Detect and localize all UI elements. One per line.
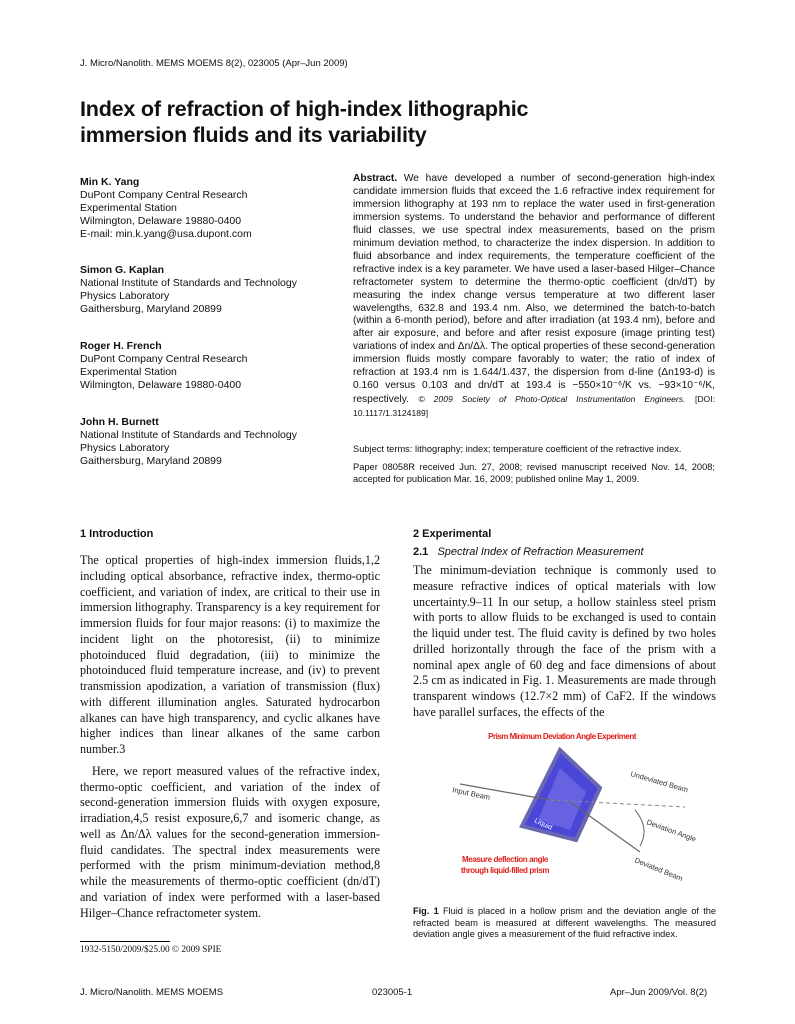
figure-caption-text: Fluid is placed in a hollow prism and the deviation angle of the refracted beam is measured at different wavelengths. The measured deviation angle gives a measurement of the fluid refractive index.: [413, 906, 716, 939]
author-name: John H. Burnett: [80, 416, 159, 428]
intro-paragraph-1: The optical properties of high-index immersion fluids,1,2 including optical absorbance, refractive index, thermo-optic coefficient, and variation of index, are critical to their use in immersion lithography. Transparency is a key requirement for immersion fluids for four major reasons: (i) to maximize the incident light on the photoresist, (ii) to minimize photoinduced fluid degradation, (iii) to minimize the photoinduced fluid temperature increase, and (iv) to prevent transmission apodization, a variation of transmission (flux) with different illumination angles. Saturated hydrocarbon alkanes can have high transparency, and cyclic alkanes have higher indices than linear alkanes of the same carbon number.3: [80, 553, 380, 756]
deviation-arc: [635, 810, 644, 846]
subject-terms: Subject terms: lithography; index; temperature coefficient of the refractive index.: [353, 444, 682, 454]
abstract-label: Abstract.: [353, 173, 398, 184]
abstract-doi[interactable]: [DOI: 10.1117/1.3124189]: [353, 394, 715, 419]
footer-journal: J. Micro/Nanolith. MEMS MOEMS: [80, 987, 224, 998]
author-block-2: [80, 264, 340, 316]
affiliation-line: National Institute of Standards and Technology: [80, 429, 297, 441]
experimental-body: [413, 563, 716, 721]
author-name: Min K. Yang: [80, 176, 140, 188]
affiliation-line: Wilmington, Delaware 19880-0400: [80, 379, 242, 391]
affiliation-line: Experimental Station: [80, 366, 177, 378]
abstract: [353, 173, 715, 421]
footer-volume: Apr–Jun 2009/Vol. 8(2): [610, 987, 708, 998]
subsection-title: Spectral Index of Refraction Measurement: [437, 546, 644, 558]
intro-paragraph-2: Here, we report measured values of the refractive index, thermo-optic coefficient, and variation of the index of second-generation immersion fluids with oxygen exposure, irradiation,4,5 resist exposure,6,7 and isomeric change, as well as Δn/Δλ values for the second-generation immersion-fluid candidates. The spectral index measurements were performed with the prism minimum-deviation method,8 while the measurements of thermo-optic coefficient (dn/dT) and variation of index were performed with a laser-based Hilger–Chance refractometer system.: [80, 763, 380, 920]
subsection-number: 2.1: [413, 546, 429, 558]
abstract-copyright: © 2009 Society of Photo-Optical Instrumentation Engineers.: [418, 394, 686, 405]
experimental-paragraph-1: The minimum-deviation technique is commonly used to measure refractive indices of optical materials with low uncertainty.9–11 In our setup, a hollow stainless steel prism with ports to allow fluids to be exchanged is used to contain the liquid under test. The fluid cavity is defined by two holes drilled horizontally through the face of the prism with a nominal apex angle of 60 deg and face dimensions of about 2.5 cm as indicated in Fig. 1. Measurements are made through transparent windows (12.7×2 mm) of CaF2. If the windows have parallel surfaces, the effects of the: [413, 563, 716, 719]
footer-page-number: 023005-1: [372, 987, 413, 998]
author-name: Simon G. Kaplan: [80, 264, 165, 276]
section-heading-experimental: 2 Experimental: [413, 528, 492, 540]
affiliation-line: Physics Laboratory: [80, 290, 170, 302]
footnote: 1932-5150/2009/$25.00 © 2009 SPIE: [80, 945, 222, 955]
author-email[interactable]: E-mail: min.k.yang@usa.dupont.com: [80, 228, 252, 240]
intro-body: [80, 553, 380, 921]
input-beam-label: Input Beam: [451, 785, 491, 802]
affiliation-line: Gaithersburg, Maryland 20899: [80, 455, 222, 467]
paper-title: Index of refraction of high-index lithographic immersion fluids and its variability: [80, 97, 529, 147]
deviation-angle-label: Deviation Angle: [645, 817, 698, 844]
footnote-rule: [80, 941, 170, 942]
measure-deflection-label: Measure deflection angle through liquid-filled prism: [460, 855, 550, 875]
undeviated-beam-label: Undeviated Beam: [629, 769, 690, 795]
affiliation-line: Experimental Station: [80, 202, 177, 214]
deviated-beam-label: Deviated Beam: [633, 855, 685, 884]
affiliation-line: DuPont Company Central Research: [80, 189, 248, 201]
figure-1: [450, 728, 698, 898]
author-block-3: [80, 340, 340, 392]
affiliation-line: Wilmington, Delaware 19880-0400: [80, 215, 242, 227]
paper-history: Paper 08058R received Jun. 27, 2008; revised manuscript received Nov. 14, 2008; accepted for publication Mar. 16, 2009; published online May 1, 2009.: [353, 462, 715, 484]
affiliation-line: DuPont Company Central Research: [80, 353, 248, 365]
affiliation-line: National Institute of Standards and Technology: [80, 277, 297, 289]
author-block-4: [80, 416, 340, 468]
author-block-1: [80, 176, 340, 241]
figure-title: Prism Minimum Deviation Angle Experiment: [488, 732, 636, 741]
affiliation-line: Physics Laboratory: [80, 442, 170, 454]
subsection-heading: [413, 546, 644, 558]
running-head: J. Micro/Nanolith. MEMS MOEMS 8(2), 023005 (Apr–Jun 2009): [80, 58, 348, 69]
section-heading-introduction: 1 Introduction: [80, 528, 154, 540]
author-name: Roger H. French: [80, 340, 162, 352]
abstract-text: We have developed a number of second-generation high-index candidate immersion fluids that exceed the 1.6 refractive index requirement for immersion lithography at 193 nm to replace the water used in first-generation immersion systems. To understand the behavior and performance of different fluid classes, we use spectral index measurements, based on the prism minimum deviation method, to characterize the index dispersion. In addition to fluid absorbance and index requirements, the temperature coefficient of the refractive index is a key parameter. We have used a laser-based Hilger–Chance refractometer system to determine the thermo-optic coefficient (dn/dT) by measuring the index change versus temperature at two different laser wavelengths, 632.8 and 193.4 nm. Also, we determined the batch-to-batch (within a 6-month period), before and after irradiation (at 193.4 nm), before and after air exposure, and before and after resist exposure (image printing test) variations of index and Δn/Δλ. The optical properties of these second-generation immersion fluids mostly compare favorably to water; the ratio of index of refraction at 193.4 nm is 1.644/1.437, the dispersion from d-line (Δn193-d) is 0.160 versus 0.103 and dn/dT at 193.4 is −550×10⁻⁶/K vs. −93×10⁻⁶/K, respectively.: [353, 173, 715, 406]
liquid-label: Liquid: [533, 817, 554, 832]
figure-caption: [413, 906, 716, 941]
figure-caption-label: Fig. 1: [413, 906, 439, 916]
affiliation-line: Gaithersburg, Maryland 20899: [80, 303, 222, 315]
